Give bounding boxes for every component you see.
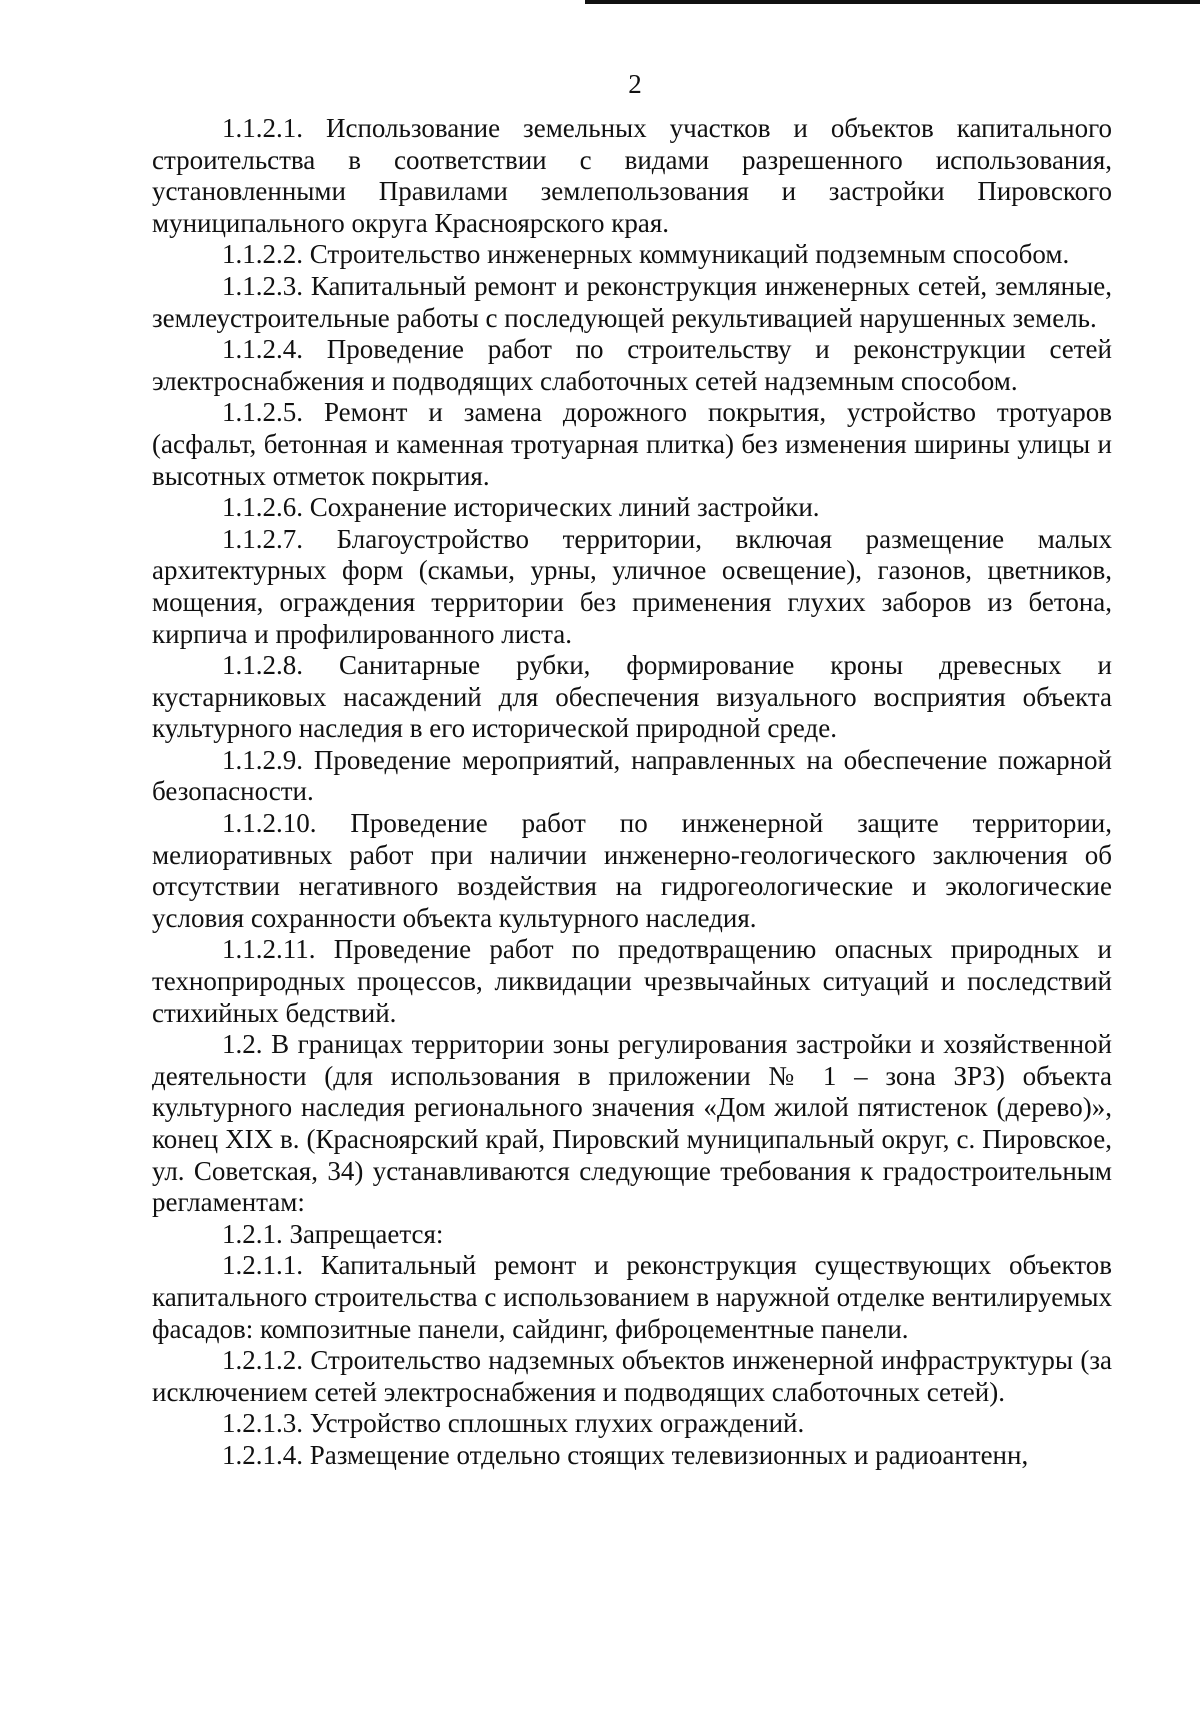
paragraph-1-2: 1.2. В границах территории зоны регулирования застройки и хозяйственной деятельности (для использования в приложении № 1 – зона ЗРЗ) объекта культурного наследия регионального значения «Дом жилой пятистенок (дерево)», конец XIX в. (Красноярский край, Пировский муниципальный округ, с. Пировское, ул. Советская, 34) устанавливаются следующие требования к градостроительным регламентам: [152,1029,1112,1218]
paragraph-1-1-2-8: 1.1.2.8. Санитарные рубки, формирование кроны древесных и кустарниковых насаждений для обеспечения визуального восприятия объекта культурного наследия в его исторической природной среде. [152,650,1112,744]
paragraph-1-1-2-4: 1.1.2.4. Проведение работ по строительству и реконструкции сетей электроснабжения и подводящих слаботочных сетей надземным способом. [152,334,1112,396]
top-border-line [585,0,1200,4]
paragraph-1-1-2-2: 1.1.2.2. Строительство инженерных коммуникаций подземным способом. [222,239,1070,270]
paragraph-1-1-2-5: 1.1.2.5. Ремонт и замена дорожного покрытия, устройство тротуаров (асфальт, бетонная и каменная тротуарная плитка) без изменения ширины улицы и высотных отметок покрытия. [152,397,1112,491]
page-number: 2 [628,69,642,99]
paragraph-1-1-2-9: 1.1.2.9. Проведение мероприятий, направленных на обеспечение пожарной безопасности. [152,744,1112,807]
document-body [152,113,1112,1472]
paragraph-1-1-2-10: 1.1.2.10. Проведение работ по инженерной защите территории, мелиоративных работ при наличии инженерно-геологического заключения об отсутствии негативного воздействия на гидрогеологические и экологические условия сохранности объекта культурного наследия. [152,808,1112,933]
paragraph-1-2-1-2: 1.2.1.2. Строительство надземных объектов инженерной инфраструктуры (за исключением сетей электроснабжения и подводящих слаботочных сетей). [152,1345,1112,1407]
paragraph-1-2-1-4: 1.2.1.4. Размещение отдельно стоящих телевизионных и радиоантенн, [222,1439,1029,1470]
paragraph-1-1-2-6: 1.1.2.6. Сохранение исторических линий застройки. [222,492,820,523]
paragraph-1-1-2-1: 1.1.2.1. Использование земельных участков и объектов капитального строительства в соответствии с видами разрешенного использования, установленными Правилами землепользования и застройки Пировского муниципального округа Красноярского края. [152,113,1112,238]
paragraph-1-2-1: 1.2.1. Запрещается: [222,1218,444,1249]
paragraph-1-1-2-7: 1.1.2.7. Благоустройство территории, включая размещение малых архитектурных форм (скамьи, урны, уличное освещение), газонов, цветников, мощения, ограждения территории без применения глухих заборов из бетона, кирпича и профилированного листа. [152,523,1112,649]
paragraph-1-1-2-3: 1.1.2.3. Капитальный ремонт и реконструкция инженерных сетей, земляные, землеустроительные работы с последующей рекультивацией нарушенных земель. [152,270,1112,333]
paragraph-1-1-2-11: 1.1.2.11. Проведение работ по предотвращению опасных природных и техноприродных процессов, ликвидации чрезвычайных ситуаций и последствий стихийных бедствий. [152,934,1112,1028]
paragraph-1-2-1-3: 1.2.1.3. Устройство сплошных глухих ограждений. [222,1408,805,1439]
paragraph-1-2-1-1: 1.2.1.1. Капитальный ремонт и реконструкция существующих объектов капитального строительства с использованием в наружной отделке вентилируемых фасадов: композитные панели, сайдинг, фиброцементные панели. [152,1250,1112,1344]
